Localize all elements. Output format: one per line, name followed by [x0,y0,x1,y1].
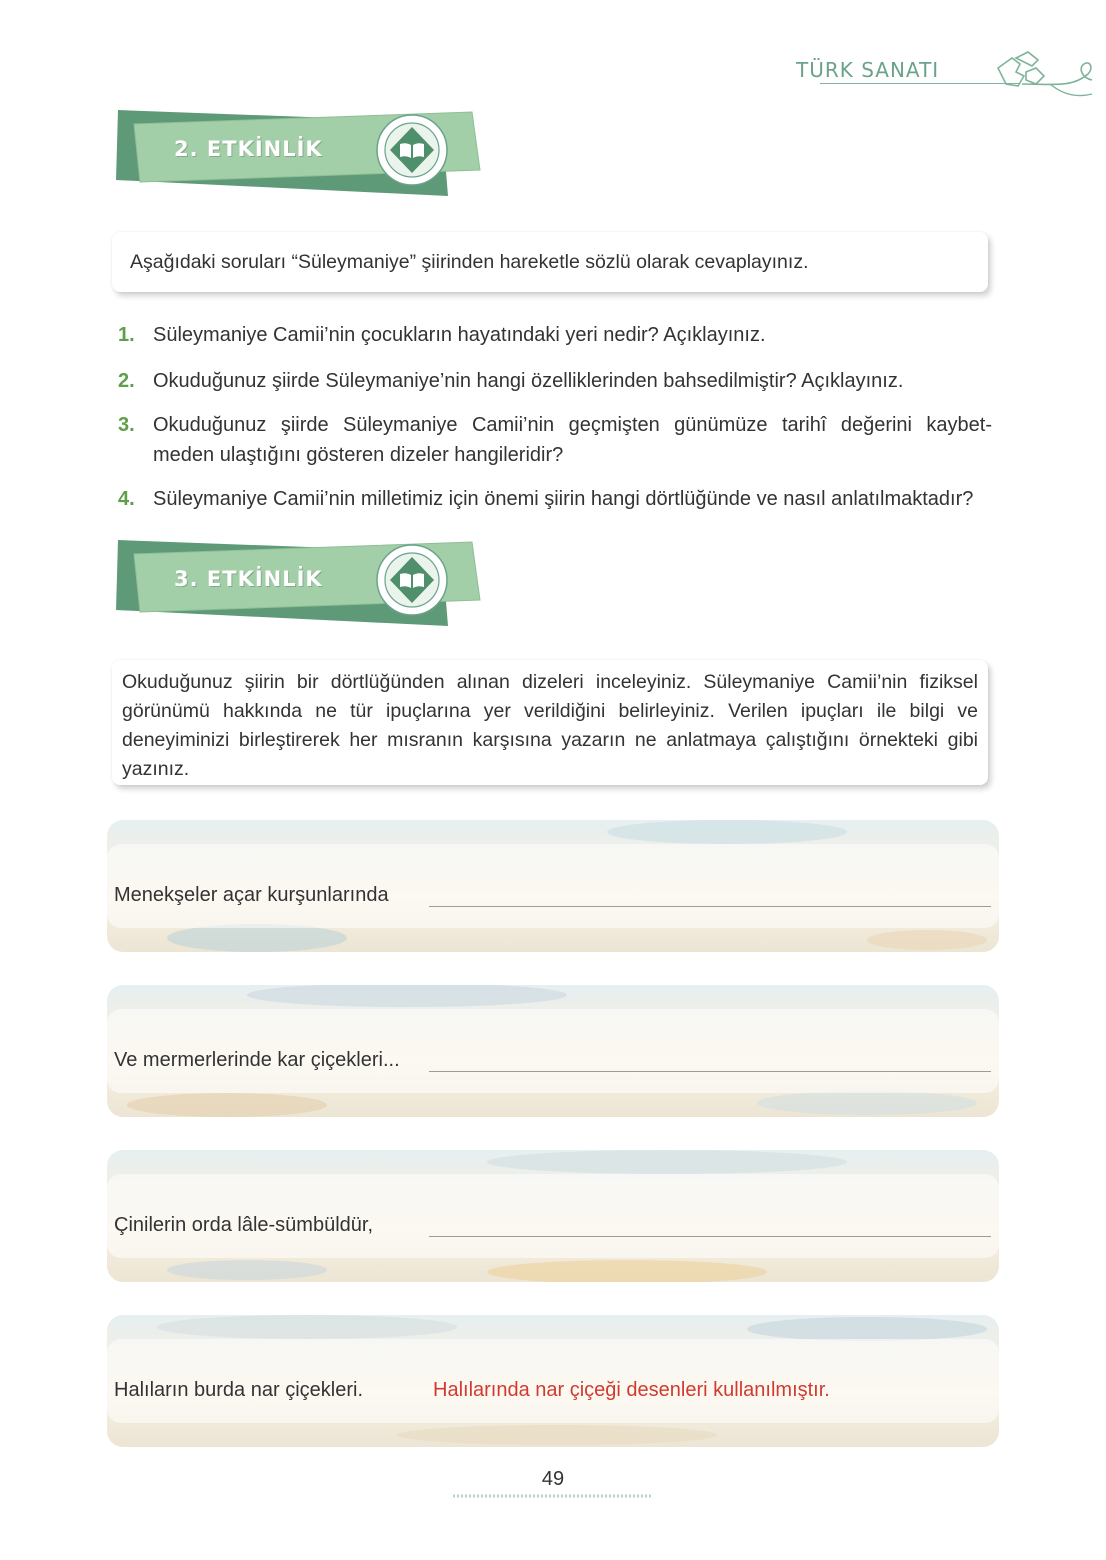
verse-row [107,820,999,952]
verse-text: Menekşeler açar kurşunlarında [114,884,389,906]
verse-text: Çinilerin orda lâle-sümbüldür, [114,1214,374,1236]
activity-3-instruction: Okuduğunuz şiirin bir dörtlüğünden alınan dizeleri inceleyiniz. Süleymaniye Camii’nin fiziksel görünümü hakkında ne tür ipuçlarına yer verildiğini belirleyiniz. Verilen ipuçları ile bilgi ve deneyiminizi birleştirerek her mısranın karşısına yazarın ne anlatmaya çalıştığını örnekteki gibi yazınız. [122,671,978,780]
question-number: 3. [118,414,135,436]
question-text-continued: meden ulaştığını gösteren dizeler hangileridir? [153,444,564,466]
activity-label: 3. ETKİNLİK [174,567,323,591]
header-underline [820,83,1020,84]
verse-text: Ve mermerlerinde kar çiçekleri... [114,1049,400,1071]
question-item [118,484,992,514]
activity-2-banner [112,108,482,200]
answer-line[interactable] [429,906,991,907]
activity-label: 2. ETKİNLİK [174,137,323,161]
question-item [118,320,992,350]
activity-2-instruction: Aşağıdaki soruları “Süleymaniye” şiirinden hareketle sözlü olarak cevaplayınız. [130,251,809,273]
question-item [118,410,992,470]
dotted-ornament [453,1493,653,1499]
activity-3-instruction-box [112,660,988,785]
question-number: 4. [118,488,135,510]
question-number: 2. [118,370,135,392]
question-text: Okuduğunuz şiirde Süleymaniye’nin hangi özelliklerinden bahsedilmiştir? Açıklayınız. [153,370,904,392]
answer-line[interactable] [429,1071,991,1072]
open-book-icon [374,542,450,618]
question-item [118,366,992,396]
activity-3-banner [112,538,482,630]
verse-row [107,985,999,1117]
section-title: TÜRK SANATI [796,58,940,82]
verse-row [107,1150,999,1282]
activity-2-instruction-box [112,232,988,292]
verse-text: Halıların burda nar çiçekleri. [114,1379,363,1401]
question-text: Süleymaniye Camii’nin çocukların hayatındaki yeri nedir? Açıklayınız. [153,324,766,346]
open-book-icon [374,112,450,188]
page-number: 49 [541,1468,565,1490]
puzzle-vine-icon [992,44,1096,100]
answer-line[interactable] [429,1236,991,1237]
question-text: Süleymaniye Camii’nin milletimiz için önemi şiirin hangi dörtlüğünde ve nasıl anlatılmaktadır? [153,488,974,510]
verse-row [107,1315,999,1447]
example-answer: Halılarında nar çiçeği desenleri kullanılmıştır. [433,1379,830,1401]
question-number: 1. [118,324,135,346]
question-text: Okuduğunuz şiirde Süleymaniye Camii’nin geçmişten günümüze tarihî değerini kaybet- [153,414,992,436]
